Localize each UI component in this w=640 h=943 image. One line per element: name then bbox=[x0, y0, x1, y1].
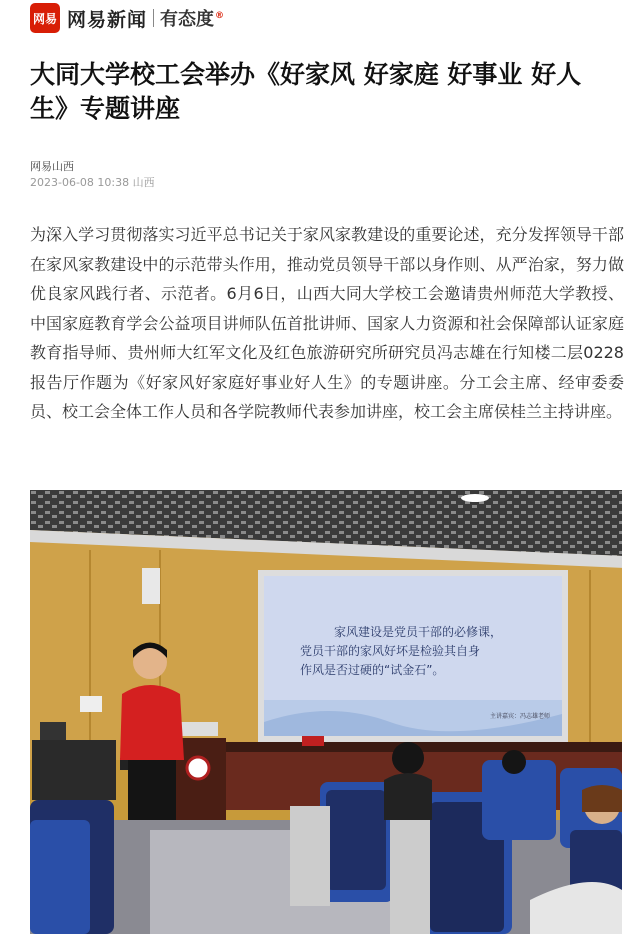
article-timestamp: 2023-06-08 10:38 bbox=[30, 176, 130, 189]
screen-text-line3: 作风是否过硬的“试金石”。 bbox=[300, 663, 445, 677]
article-title: 大同大学校工会举办《好家风 好家庭 好事业 好人生》专题讲座 bbox=[30, 60, 582, 123]
lecture-hall-photo bbox=[30, 490, 622, 934]
screen-footer: 主讲嘉宾：冯志雄老师 bbox=[490, 713, 551, 720]
article-photo bbox=[30, 490, 622, 934]
article-source[interactable]: 网易山西 bbox=[30, 160, 74, 173]
speaker-shirt bbox=[120, 685, 184, 760]
screen-text-line1: 家风建设是党员干部的必修课， bbox=[334, 625, 503, 639]
article-meta bbox=[30, 174, 155, 190]
audience-head bbox=[392, 742, 424, 774]
screen-text-line2: 党员干部的家风好坏是检验其自身 bbox=[300, 644, 481, 658]
article-region: 山西 bbox=[132, 176, 155, 189]
netease-logo-icon[interactable]: 网易 bbox=[30, 3, 60, 33]
slogan: 有态度® bbox=[160, 9, 225, 30]
registered-mark: ® bbox=[215, 11, 225, 21]
audience-head bbox=[502, 750, 526, 774]
site-header bbox=[30, 4, 224, 32]
article-body: 为深入学习贯彻落实习近平总书记关于家风家教建设的重要论述，充分发挥领导干部在家风家教建设中的示范带头作用，推动党员领导干部以身作则、从严治家，努力做优良家风践行者、示范者。6月6日，山西大同大学校工会邀请贵州师范大学教授、中国家庭教育学会公益项目讲师队伍首批讲师、国家人力资源和社会保障部认证家庭教育指导师、贵州师大红军文化及红色旅游研究所研究员冯志雄在行知楼二层0228报告厅作题为《好家风好家庭好事业好人生》的专题讲座。分工会主席、经审委委员、校工会全体工作人员和各学院教师代表参加讲座，校工会主席侯桂兰主持讲座。 bbox=[30, 225, 624, 421]
equipment-rack bbox=[32, 740, 116, 800]
podium-emblem-icon bbox=[187, 757, 209, 779]
brand-name[interactable]: 网易新闻 bbox=[67, 8, 148, 31]
header-divider bbox=[153, 9, 154, 27]
